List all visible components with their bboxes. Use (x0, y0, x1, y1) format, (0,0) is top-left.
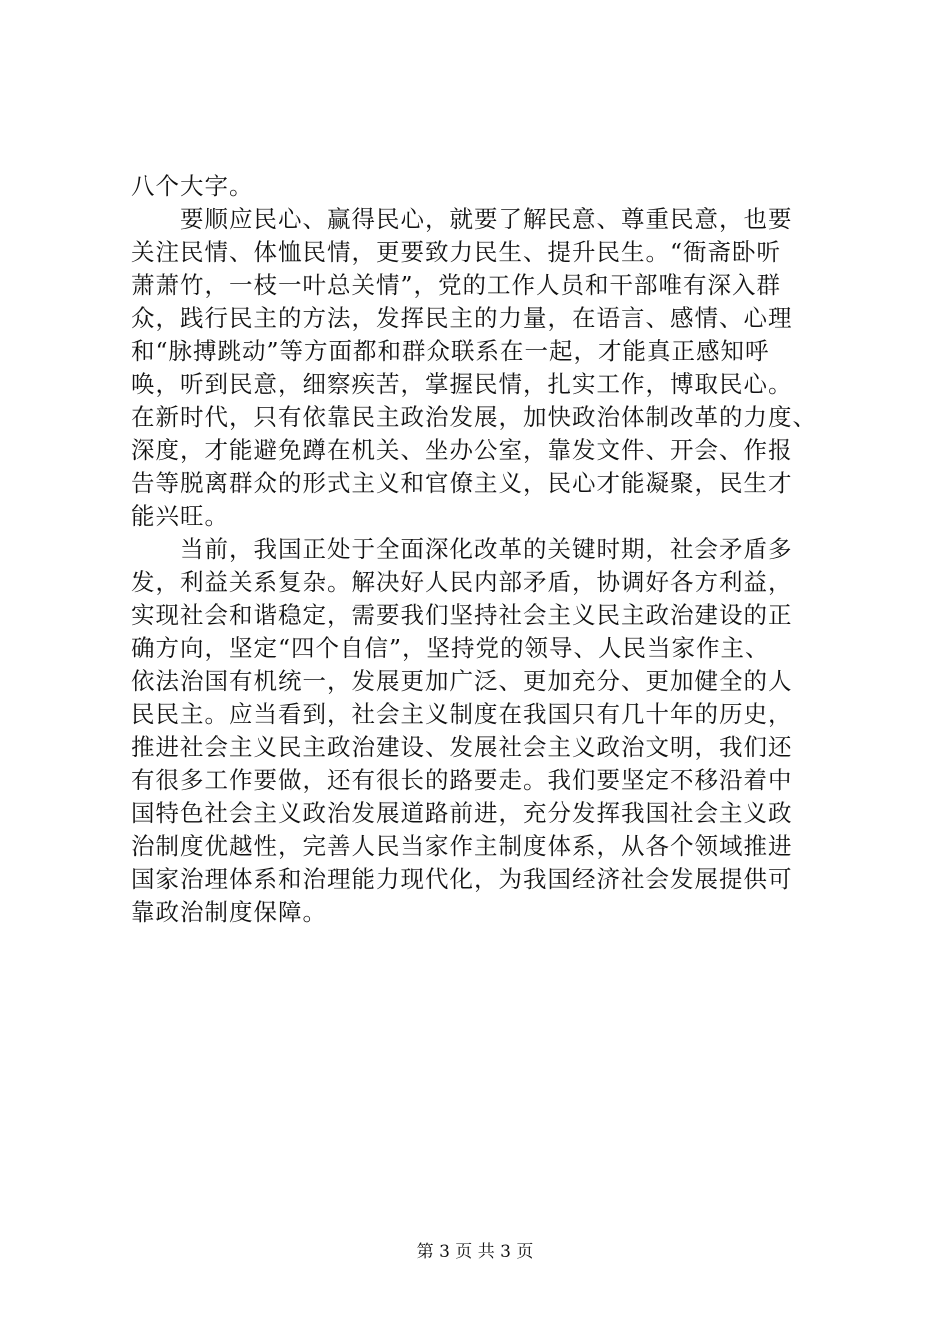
text-line: 众，践行民主的方法，发挥民主的力量，在语言、感情、心理 (131, 304, 793, 332)
text-line: 发，利益关系复杂。解决好人民内部矛盾，协调好各方利益， (131, 568, 793, 596)
text-line: 在新时代，只有依靠民主政治发展，加快政治体制改革的力度、 (131, 403, 817, 431)
text-line: 推进社会主义民主政治建设、发展社会主义政治文明，我们还 (131, 733, 793, 761)
text-line: 和“脉搏跳动”等方面都和群众联系在一起，才能真正感知呼 (131, 337, 770, 365)
text-line: 告等脱离群众的形式主义和官僚主义，民心才能凝聚，民生才 (131, 469, 793, 497)
text-line: 当前，我国正处于全面深化改革的关键时期，社会矛盾多 (131, 535, 793, 563)
text-line: 国特色社会主义政治发展道路前进，充分发挥我国社会主义政 (131, 799, 793, 827)
text-line: 实现社会和谐稳定，需要我们坚持社会主义民主政治建设的正 (131, 601, 793, 629)
text-line: 治制度优越性，完善人民当家作主制度体系，从各个领域推进 (131, 832, 793, 860)
text-line: 民民主。应当看到，社会主义制度在我国只有几十年的历史， (131, 700, 793, 728)
text-line: 唤，听到民意，细察疾苦，掌握民情，扎实工作，博取民心。 (131, 370, 793, 398)
text-line: 萧萧竹，一枝一叶总关情”，党的工作人员和干部唯有深入群 (131, 271, 782, 299)
text-line: 有很多工作要做，还有很长的路要走。我们要坚定不移沿着中 (131, 766, 793, 794)
text-line: 国家治理体系和治理能力现代化，为我国经济社会发展提供可 (131, 865, 793, 893)
text-line: 靠政治制度保障。 (131, 898, 327, 926)
body-text (131, 170, 831, 929)
text-line: 关注民情、体恤民情，更要致力民生、提升民生。“衙斋卧听 (131, 238, 782, 266)
text-line: 确方向，坚定“四个自信”，坚持党的领导、人民当家作主、 (131, 634, 770, 662)
page-number-footer: 第 3 页 共 3 页 (416, 1242, 534, 1262)
text-line: 深度，才能避免蹲在机关、坐办公室，靠发文件、开会、作报 (131, 436, 793, 464)
text-line: 要顺应民心、赢得民心，就要了解民意、尊重民意，也要 (131, 205, 793, 233)
text-line: 八个大字。 (131, 172, 254, 200)
text-line: 能兴旺。 (131, 502, 229, 530)
text-line: 依法治国有机统一，发展更加广泛、更加充分、更加健全的人 (131, 667, 793, 695)
